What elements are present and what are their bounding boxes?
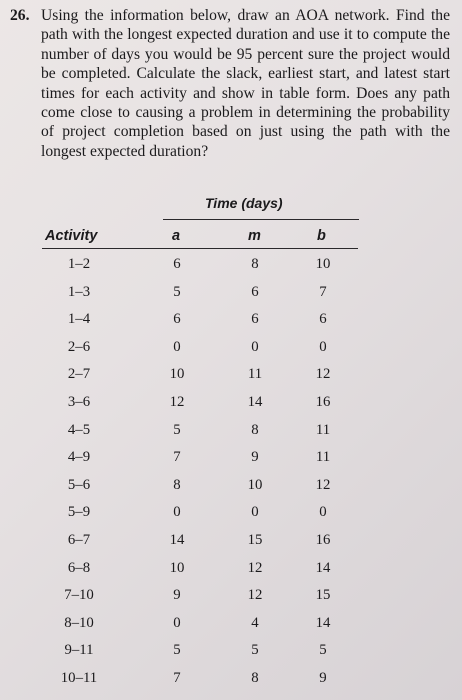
b-cell: 15 — [315, 587, 331, 604]
table-row — [0, 587, 462, 611]
m-cell: 14 — [247, 394, 263, 410]
activity-cell: 1–3 — [67, 283, 91, 300]
activity-cell: 5–6 — [67, 476, 91, 493]
table-row — [0, 504, 462, 528]
m-cell: 12 — [247, 559, 263, 576]
table-row — [0, 670, 462, 694]
activity-cell: 9–11 — [64, 642, 94, 659]
m-cell: 4 — [251, 614, 259, 631]
table-row — [0, 311, 462, 335]
b-cell: 12 — [315, 476, 331, 493]
time-days-caption: Time (days) — [205, 195, 283, 211]
header-rule — [42, 248, 358, 249]
m-cell: 6 — [251, 283, 259, 300]
header-b: b — [317, 228, 326, 244]
activity-cell: 6–7 — [67, 532, 91, 548]
table-row — [0, 339, 462, 363]
activity-cell: 1–2 — [67, 256, 91, 272]
m-cell: 12 — [247, 587, 263, 604]
b-cell: 10 — [315, 256, 331, 272]
table-row — [0, 284, 462, 308]
activity-cell: 2–7 — [67, 366, 91, 383]
m-cell: 0 — [251, 504, 259, 521]
activity-cell: 1–4 — [67, 311, 91, 328]
table-row — [0, 422, 462, 446]
activity-cell: 4–9 — [67, 449, 91, 466]
header-a: a — [172, 228, 181, 244]
table-row — [0, 449, 462, 473]
b-cell: 0 — [319, 504, 327, 521]
table-row — [0, 256, 462, 280]
activity-cell: 10–11 — [60, 670, 98, 686]
activity-cell: 3–6 — [67, 394, 91, 410]
m-cell: 15 — [247, 532, 263, 548]
a-cell: 9 — [173, 587, 181, 604]
a-cell: 5 — [173, 421, 181, 438]
a-cell: 0 — [173, 338, 181, 355]
m-cell: 9 — [251, 449, 259, 466]
b-cell: 16 — [315, 532, 331, 548]
table-row — [0, 477, 462, 501]
a-cell: 7 — [173, 670, 181, 686]
b-cell: 6 — [319, 311, 327, 328]
b-cell: 12 — [315, 366, 331, 383]
table-row — [0, 615, 462, 639]
b-cell: 16 — [315, 394, 331, 410]
table-row — [0, 394, 462, 418]
problem-number: 26. — [10, 7, 30, 24]
b-cell: 0 — [319, 338, 327, 355]
a-cell: 10 — [169, 366, 185, 383]
b-cell: 11 — [315, 449, 331, 466]
activity-cell: 7–10 — [64, 587, 94, 604]
b-cell: 5 — [319, 642, 327, 659]
activity-cell: 5–9 — [67, 504, 91, 521]
a-cell: 7 — [173, 449, 181, 466]
m-cell: 0 — [251, 338, 259, 355]
m-cell: 10 — [247, 476, 263, 493]
a-cell: 12 — [169, 394, 185, 410]
table-row — [0, 366, 462, 390]
header-activity: Activity — [45, 228, 98, 244]
a-cell: 6 — [173, 256, 181, 272]
m-cell: 8 — [251, 256, 259, 272]
activity-cell: 8–10 — [64, 614, 94, 631]
activity-cell: 2–6 — [67, 338, 91, 355]
problem-text: Using the information below, draw an AOA network. Find the path with the longest expected duration and use it to compute the number of days you would be 95 percent sure the project would be completed. Calculate the slack, earliest start, and latest start times for each activity and show in table form. Does any path come close to causing a problem in determining the probability of project completion based on just using the path with the longest expected duration? — [41, 7, 450, 160]
b-cell: 14 — [315, 559, 331, 576]
a-cell: 8 — [173, 476, 181, 493]
a-cell: 5 — [173, 283, 181, 300]
m-cell: 6 — [251, 311, 259, 328]
a-cell: 14 — [169, 532, 185, 548]
table-row — [0, 560, 462, 584]
m-cell: 11 — [247, 366, 263, 383]
a-cell: 0 — [173, 504, 181, 521]
activity-cell: 6–8 — [67, 559, 91, 576]
a-cell: 10 — [169, 559, 185, 576]
a-cell: 5 — [173, 642, 181, 659]
m-cell: 8 — [251, 421, 259, 438]
activity-cell: 4–5 — [67, 421, 91, 438]
b-cell: 11 — [315, 421, 331, 438]
table-row — [0, 642, 462, 666]
b-cell: 9 — [319, 670, 327, 686]
a-cell: 6 — [173, 311, 181, 328]
b-cell: 14 — [315, 614, 331, 631]
m-cell: 5 — [251, 642, 259, 659]
header-m: m — [248, 228, 261, 244]
table-row — [0, 532, 462, 556]
a-cell: 0 — [173, 614, 181, 631]
b-cell: 7 — [319, 283, 327, 300]
m-cell: 8 — [251, 670, 259, 686]
